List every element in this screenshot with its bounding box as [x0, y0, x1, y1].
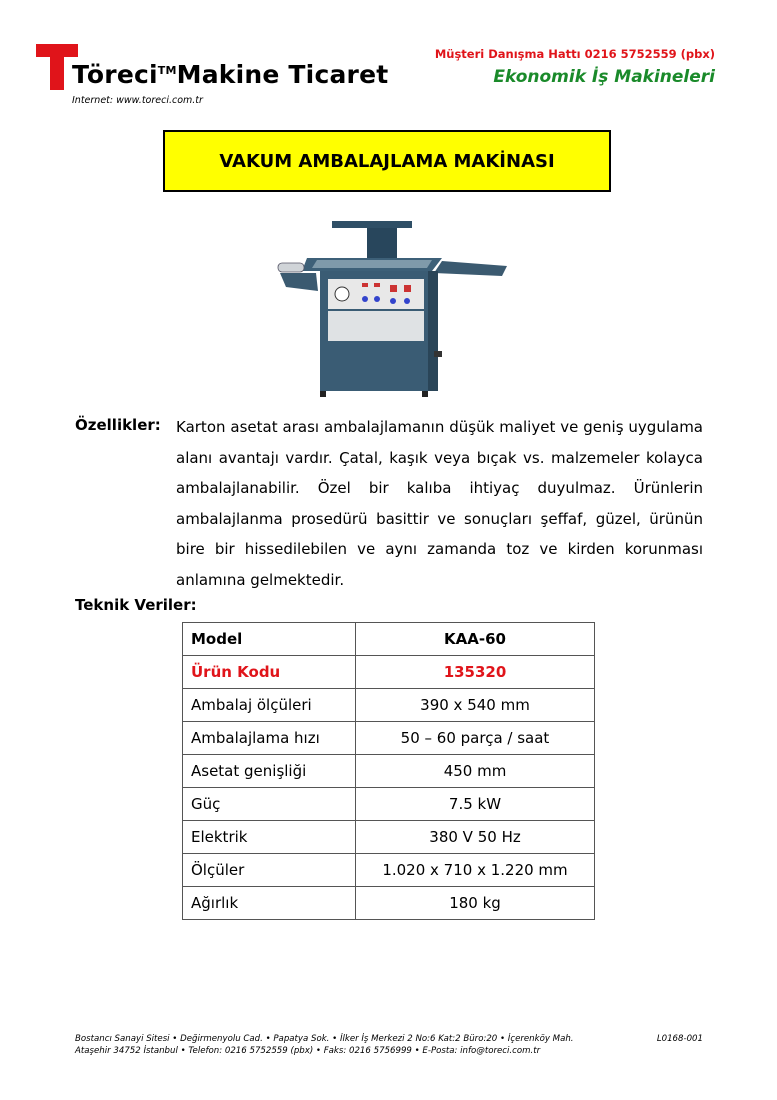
- spec-key: Ambalaj ölçüleri: [183, 689, 356, 722]
- spec-value: 135320: [356, 656, 595, 689]
- spec-key: Ağırlık: [183, 887, 356, 920]
- spec-key: Ürün Kodu: [183, 656, 356, 689]
- spec-value: KAA-60: [356, 623, 595, 656]
- spec-key: Ölçüler: [183, 854, 356, 887]
- spec-value: 7.5 kW: [356, 788, 595, 821]
- spec-key: Elektrik: [183, 821, 356, 854]
- spec-value: 180 kg: [356, 887, 595, 920]
- spec-value: 390 x 540 mm: [356, 689, 595, 722]
- spec-value: 1.020 x 710 x 1.220 mm: [356, 854, 595, 887]
- page-title: VAKUM AMBALAJLAMA MAKİNASI: [163, 130, 611, 192]
- table-row: [183, 722, 595, 755]
- table-row: [183, 689, 595, 722]
- brand-name: Töreci™Makine Ticaret: [72, 60, 389, 89]
- spec-table: [182, 622, 595, 920]
- features-label: Özellikler:: [75, 416, 161, 434]
- document-code: L0168-001: [656, 1034, 703, 1044]
- tech-specs-label: Teknik Veriler:: [75, 596, 197, 614]
- features-text: Karton asetat arası ambalajlamanın düşük maliyet ve geniş uygulama alanı avantajı vardır. Çatal, kaşık veya bıçak vs. malzemeler kolayca ambalajlanabilir. Özel bir kalıba ihtiyaç duyulmaz. Ürünlerin ambalajlanma prosedürü basittir ve sonuçları şeffaf, güzel, ürünün bire bir hissedilebilen ve aynı zamanda toz ve kirden korunması anlamına gelmektedir.: [176, 418, 703, 589]
- table-row: [183, 887, 595, 920]
- table-row: [183, 788, 595, 821]
- spec-value: 380 V 50 Hz: [356, 821, 595, 854]
- table-row: [183, 656, 595, 689]
- vacuum-machine-image: [272, 213, 512, 398]
- hotline-text: Müşteri Danışma Hattı 0216 5752559 (pbx): [434, 47, 715, 61]
- footer-line-2: Ataşehir 34752 İstanbul • Telefon: 0216 5752559 (pbx) • Faks: 0216 5756999 • E-Posta: info@toreci.com.tr: [75, 1046, 541, 1056]
- table-row: [183, 821, 595, 854]
- spec-value: 450 mm: [356, 755, 595, 788]
- table-row: [183, 623, 595, 656]
- footer-line-1: Bostancı Sanayi Sitesi • Değirmenyolu Cad. • Papatya Sok. • İlker İş Merkezi 2 No:6 Kat:2 Büro:20 • İçerenköy Mah.: [75, 1034, 574, 1044]
- slogan-text: Ekonomik İş Makineleri: [493, 67, 715, 87]
- table-row: [183, 854, 595, 887]
- spec-key: Güç: [183, 788, 356, 821]
- spec-key: Ambalajlama hızı: [183, 722, 356, 755]
- table-row: [183, 755, 595, 788]
- spec-key: Model: [183, 623, 356, 656]
- spec-value: 50 – 60 parça / saat: [356, 722, 595, 755]
- spec-key: Asetat genişliği: [183, 755, 356, 788]
- website-text: Internet: www.toreci.com.tr: [72, 95, 203, 106]
- footer-address: [75, 1033, 715, 1057]
